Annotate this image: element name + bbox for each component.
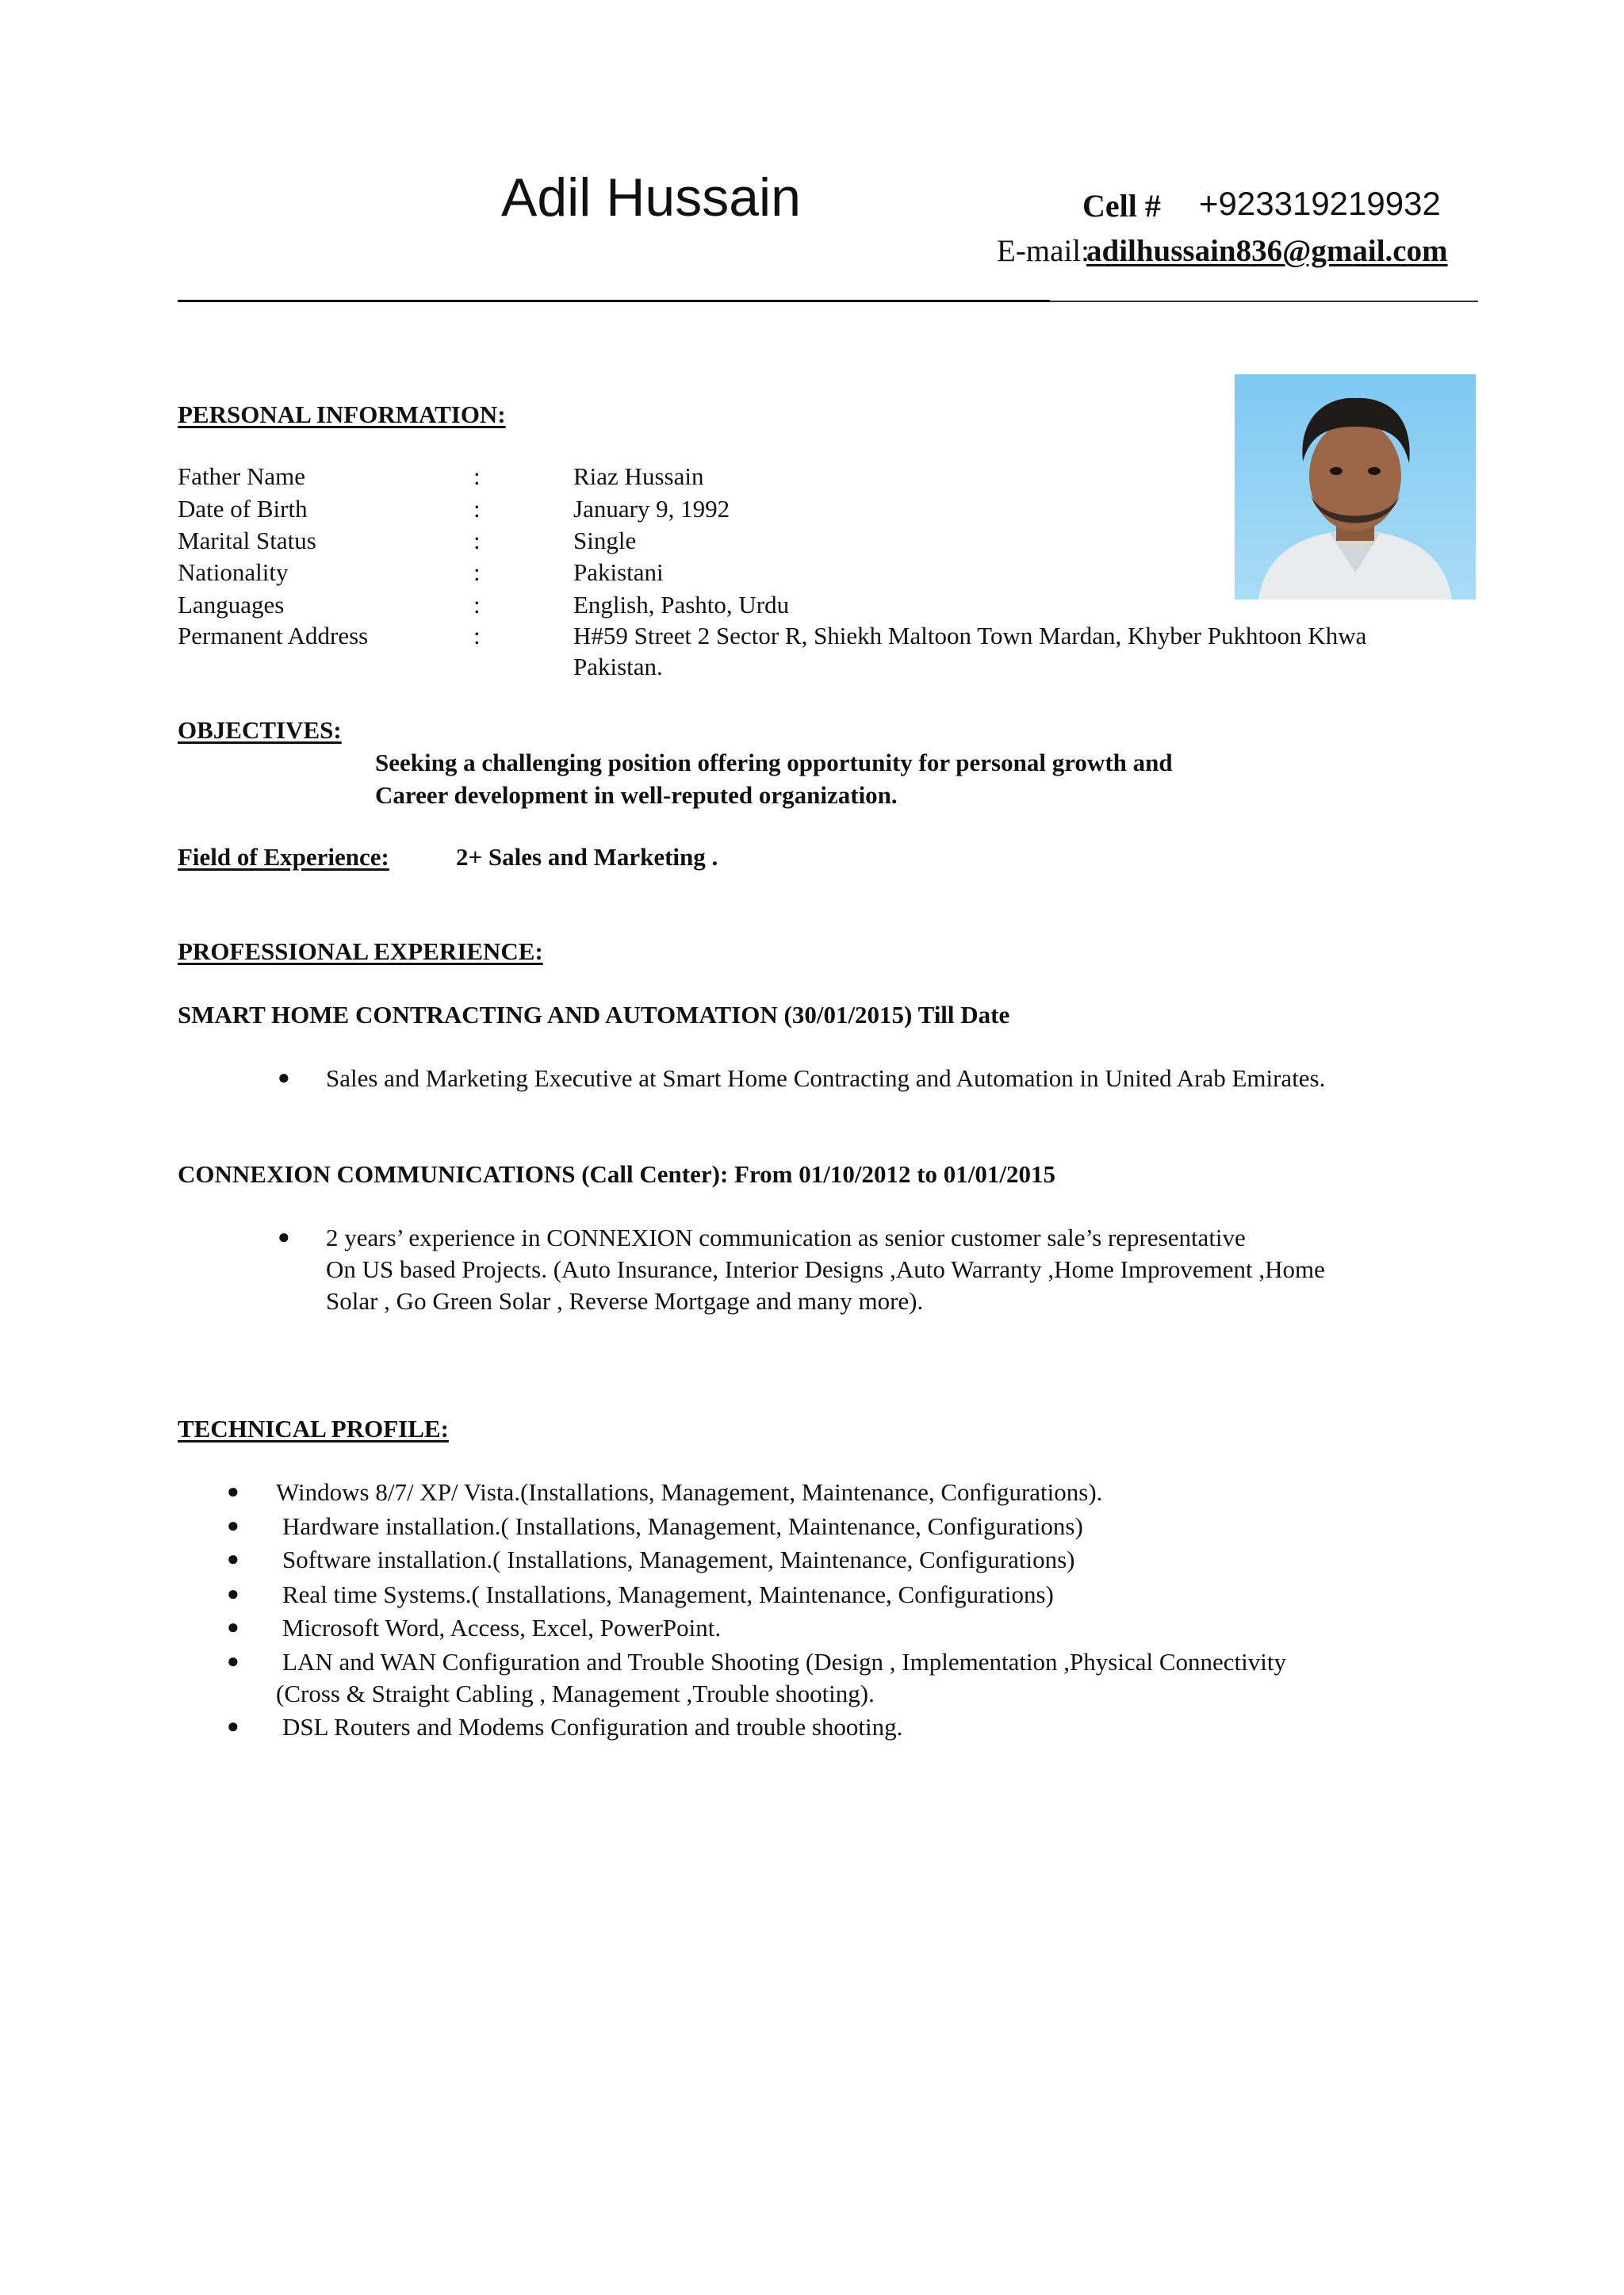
email-link[interactable]: adilhussain836@gmail.com [1086, 234, 1448, 268]
technical-item: Hardware installation.( Installations, Management, Maintenance, Configurations) [282, 1512, 1083, 1540]
field-of-experience-label: Field of Experience: [178, 843, 389, 871]
info-label: Languages [178, 591, 285, 619]
info-value: Riaz Hussain [573, 462, 704, 490]
bullet-icon: ● [278, 1066, 290, 1089]
job-bullet-line: Solar , Go Green Solar , Reverse Mortgage and many more). [326, 1287, 924, 1315]
professional-experience-heading: PROFESSIONAL EXPERIENCE: [178, 937, 543, 965]
candidate-name: Adil Hussain [501, 167, 801, 228]
info-separator: : [473, 462, 481, 490]
email-label: E-mail: [997, 234, 1090, 268]
header-divider-thin [1050, 301, 1478, 302]
info-separator: : [473, 622, 481, 649]
bullet-icon: ● [227, 1649, 239, 1672]
info-separator: : [473, 495, 481, 523]
technical-item: Software installation.( Installations, Management, Maintenance, Configurations) [282, 1546, 1075, 1573]
technical-item: Microsoft Word, Access, Excel, PowerPoint. [282, 1614, 722, 1642]
info-value: English, Pashto, Urdu [573, 591, 790, 619]
info-separator: : [473, 527, 481, 554]
technical-item: DSL Routers and Modems Configuration and trouble shooting. [282, 1713, 903, 1741]
technical-item: Real time Systems.( Installations, Management, Maintenance, Configurations) [282, 1580, 1054, 1608]
job-bullet-line: 2 years’ experience in CONNEXION communication as senior customer sale’s representative [326, 1224, 1246, 1251]
cell-label: Cell # [1082, 188, 1161, 224]
cell-number: +923319219932 [1199, 185, 1441, 222]
job-bullet-line: Sales and Marketing Executive at Smart Home Contracting and Automation in United Arab Emirates. [326, 1064, 1326, 1092]
info-label: Nationality [178, 558, 289, 586]
field-of-experience-value: 2+ Sales and Marketing . [456, 843, 718, 871]
job-title: CONNEXION COMMUNICATIONS (Call Center): From 01/10/2012 to 01/01/2015 [178, 1160, 1056, 1188]
info-value: Single [573, 527, 637, 554]
technical-profile-heading: TECHNICAL PROFILE: [178, 1415, 449, 1443]
bullet-icon: ● [227, 1715, 239, 1738]
job-title: SMART HOME CONTRACTING AND AUTOMATION (30/01/2015) Till Date [178, 1001, 1010, 1029]
objectives-heading: OBJECTIVES: [178, 716, 342, 744]
info-label: Date of Birth [178, 495, 308, 523]
bullet-icon: ● [227, 1615, 239, 1638]
bullet-icon: ● [227, 1480, 239, 1503]
bullet-icon: ● [278, 1225, 290, 1248]
technical-item: LAN and WAN Configuration and Trouble Shooting (Design , Implementation ,Physical Connectivity [282, 1648, 1287, 1676]
info-separator: : [473, 558, 481, 586]
technical-item-continued: (Cross & Straight Cabling , Management ,Trouble shooting). [276, 1680, 875, 1707]
objectives-line: Career development in well-reputed organization. [375, 781, 898, 809]
info-separator: : [473, 591, 481, 619]
info-value: January 9, 1992 [573, 495, 730, 523]
info-label: Marital Status [178, 527, 316, 554]
info-value: H#59 Street 2 Sector R, Shiekh Maltoon Town Mardan, Khyber Pukhtoon Khwa [573, 622, 1367, 649]
job-bullet-line: On US based Projects. (Auto Insurance, Interior Designs ,Auto Warranty ,Home Improvement ,Home [326, 1255, 1325, 1283]
technical-item: Windows 8/7/ XP/ Vista.(Installations, Management, Maintenance, Configurations). [276, 1478, 1103, 1506]
info-label: Permanent Address [178, 622, 369, 649]
objectives-line: Seeking a challenging position offering opportunity for personal growth and [375, 749, 1173, 776]
info-label: Father Name [178, 462, 305, 490]
bullet-icon: ● [227, 1514, 239, 1537]
bullet-icon: ● [227, 1547, 239, 1570]
profile-photo [1235, 374, 1476, 600]
bullet-icon: ● [227, 1582, 239, 1605]
info-value: Pakistani [573, 558, 664, 586]
info-value-continued: Pakistan. [573, 653, 663, 680]
header-divider [178, 300, 1050, 302]
personal-info-heading: PERSONAL INFORMATION: [178, 400, 506, 428]
